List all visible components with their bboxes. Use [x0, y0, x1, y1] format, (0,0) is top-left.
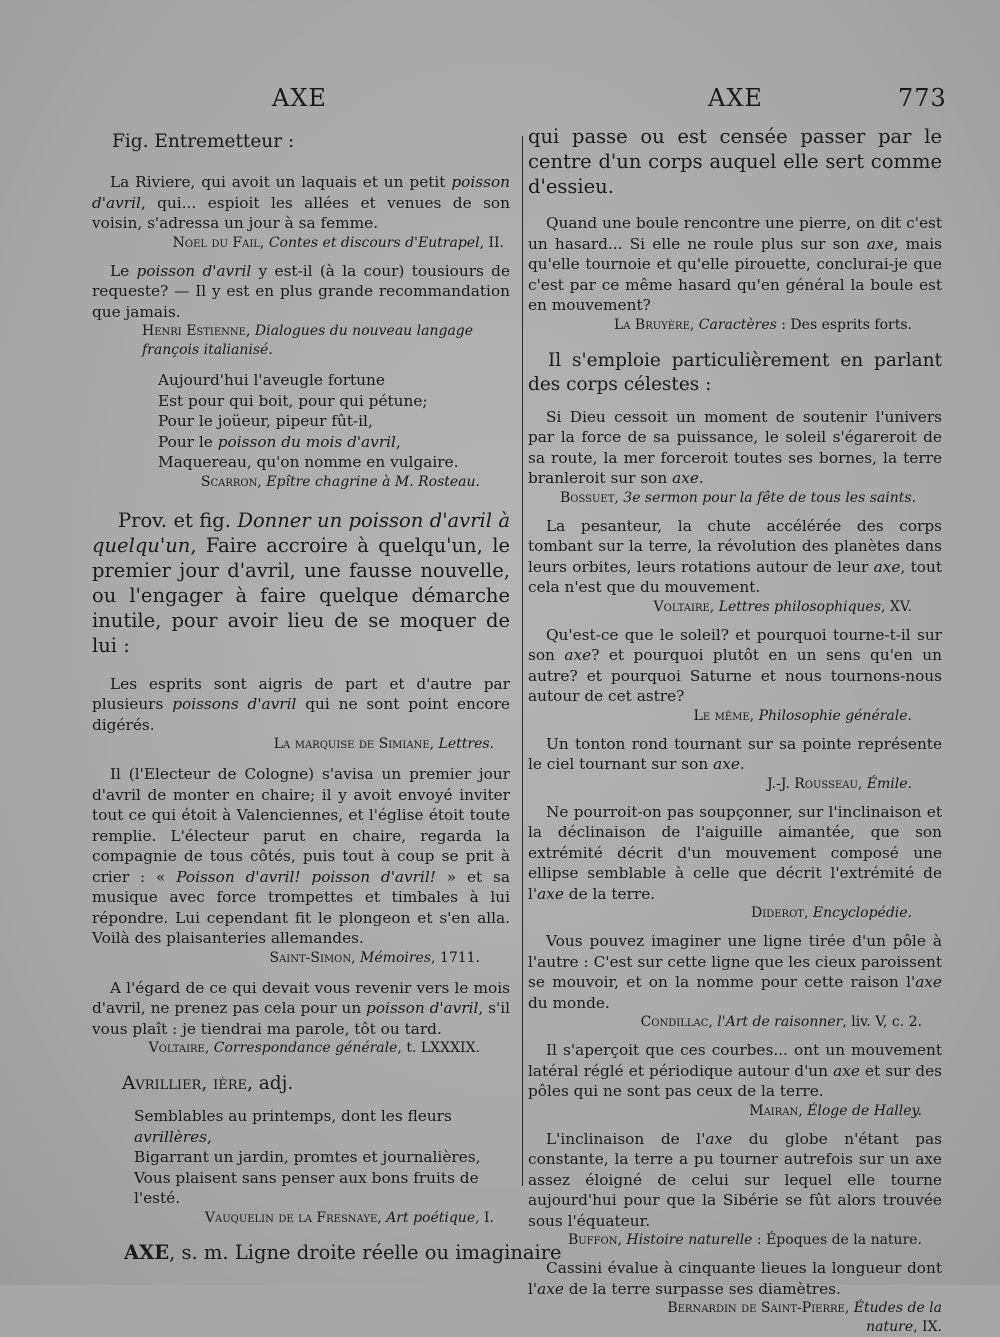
verse-line: Vous plaisent sans penser aux bons fruits de l'esté. [134, 1168, 479, 1207]
citation: Bossuet, 3e sermon pour la fête de tous les saints. [559, 489, 916, 506]
verse-line: Aujourd'hui l'aveugle fortune [158, 371, 385, 389]
citation: Saint-Simon, Mémoires, 1711. [269, 949, 480, 966]
citation: Mairan, Éloge de Halley. [749, 1102, 922, 1119]
citation: La Bruyère, Caractères : Des esprits forts. [613, 316, 912, 333]
verse-block [92, 370, 510, 473]
verse-block [92, 1106, 510, 1209]
column-divider [522, 136, 523, 1186]
citation: Henri Estienne, Dialogues du nouveau langage françois italianisé. [142, 323, 474, 358]
definition-continuation: qui passe ou est censée passer par le centre d'un corps auquel elle sert comme d'essieu. [528, 125, 942, 198]
header-left-word: AXE [272, 84, 327, 112]
citation: Scarron, Epître chagrine à M. Rosteau. [200, 473, 480, 490]
verse-line: Bigarrant un jardin, promtes et journalières, [134, 1148, 481, 1166]
citation: J.-J. Rousseau, Émile. [767, 775, 912, 792]
quotation: La pesanteur, la chute accélérée des corps tombant sur la terre, la révolution des planètes dans leurs orbites, leurs rotations autour de leur axe, tout cela n'est que du mouvement. [528, 516, 942, 596]
sense-heading: Il s'emploie particulièrement en parlant des corps célestes : [528, 349, 942, 395]
quotation: Si Dieu cessoit un moment de soutenir l'univers par la force de sa puissance, le soleil s'égareroit de sa route, la mer forceroit toutes ses bornes, la terre branleroit sur son axe. [528, 407, 942, 487]
citation: Noel du Fail, Contes et discours d'Eutrapel, II. [172, 234, 504, 251]
quotation: Qu'est-ce que le soleil? et pourquoi tourne-t-il sur son axe? et pourquoi plutôt en un sens qu'en un autre? et pourquoi Saturne et nous tournons-nous autour de cet astre? [528, 625, 942, 705]
left-column [92, 130, 562, 1265]
verse-line: Pour le joüeur, pipeur fût-il, [158, 412, 373, 430]
citation: Voltaire, Lettres philosophiques, XV. [653, 598, 912, 615]
verse-line: Maquereau, qu'on nomme en vulgaire. [158, 453, 459, 471]
quotation: Cassini évalue à cinquante lieues la longueur dont l'axe de la terre surpasse ses diamètres. [528, 1259, 942, 1298]
citation: Diderot, Encyclopédie. [751, 905, 912, 921]
verse-line: Semblables au printemps, dont les fleurs avrillères, [134, 1107, 452, 1146]
citation: Voltaire, Correspondance générale, t. LXXXIX. [148, 1040, 480, 1056]
quotation: Ne pourroit-on pas soupçonner, sur l'inclinaison et la déclinaison de l'aiguille aimantée, que son extrémité décrit d'un mouvement composé une ellipse semblable à celle que décrit l'extrémité de l'axe de la terre. [528, 802, 942, 903]
citation: Condillac, l'Art de raisonner, liv. V, c. 2. [640, 1014, 922, 1030]
verse-line: Est pour qui boit, pour qui pétune; [158, 391, 428, 410]
sense-heading: Fig. Entremetteur : [112, 131, 295, 152]
quotation: Quand une boule rencontre une pierre, on dit c'est un hasard... Si elle ne roule plus sur son axe, mais qu'elle tournoie et qu'elle pirouette, conclurai-je que c'est par ce même hasard qu'en général la boule est en mouvement? [528, 214, 942, 314]
quotation: Vous pouvez imaginer une ligne tirée d'un pôle à l'autre : C'est sur cette ligne que les cieux paroissent se mouvoir, et on la nomme pour cette raison l'axe du monde. [528, 932, 942, 1012]
citation: Le même, Philosophie générale. [693, 707, 912, 724]
page-number: 773 [898, 84, 947, 112]
quotation: Il s'aperçoit que ces courbes... ont un mouvement latéral réglé et périodique autour d'un axe et sur des pôles qui ne sont pas ceux de la terre. [528, 1041, 942, 1100]
citation: Buffon, Histoire naturelle : Époques de la nature. [567, 1232, 922, 1248]
verse-line: Pour le poisson du mois d'avril, [158, 432, 401, 451]
quotation: A l'égard de ce qui devait vous revenir vers le mois d'avril, ne prenez pas cela pour un poisson d'avril, s'il vous plaît : je tiendrai ma parole, tôt ou tard. [92, 978, 510, 1038]
quotation: L'inclinaison de l'axe du globe n'étant pas constante, la terre a pu tourner autrefois sur un axe assez éloigné de celui sur lequel elle tourne aujourd'hui pour que la Sibérie se fût alors trouvée sous l'équateur. [528, 1129, 942, 1230]
header-center-word: AXE [708, 84, 763, 112]
citation: La marquise de Simiane, Lettres. [273, 736, 494, 752]
citation: Vauquelin de la Fresnaye, Art poétique, I. [204, 1209, 494, 1226]
quotation: La Riviere, qui avoit un laquais et un petit poisson d'avril, qui... espioit les allées et venues de son voisin, s'adressa un jour à sa femme. [92, 173, 510, 232]
quotation: Les esprits sont aigris de part et d'autre par plusieurs poissons d'avril qui ne sont point encore digérés. [92, 674, 510, 734]
entry-headword-axe: AXE, s. m. Ligne droite réelle ou imaginaire [124, 1240, 562, 1264]
quotation: Le poisson d'avril y est-il (à la cour) tousiours de requeste? — Il y est en plus grande recommandation que jamais. [92, 261, 511, 321]
proverb-definition: Prov. et fig. Donner un poisson d'avril à quelqu'un, Faire accroire à quelqu'un, le premier jour d'avril, une fausse nouvelle, ou l'engager à faire quelque démarche inutile, pour avoir lieu de se moquer de lui : [92, 508, 510, 657]
citation: Bernardin de Saint-Pierre, Études de la nature, IX. [667, 1300, 942, 1335]
entry-headword: Avrillier, ière, adj. [122, 1073, 294, 1094]
quotation: Il (l'Electeur de Cologne) s'avisa un premier jour d'avril de monter en chaire; il y avoit envoyé inviter tout ce qui étoit à Valenciennes, et l'église étoit toute remplie. L'électeur parut en chaire, regarda la compagnie de tous côtés, puis tout à coup se prit à crier : « Poisson d'avril! poisson d'avril! » et sa musique avec force trompettes et timbales à lui répondre. Lui cependant fit le plongeon et s'en alla. Voilà des plaisanteries allemandes. [92, 765, 510, 947]
right-column [528, 124, 942, 1337]
quotation: Un tonton rond tournant sur sa pointe représente le ciel tournant sur son axe. [528, 734, 942, 773]
